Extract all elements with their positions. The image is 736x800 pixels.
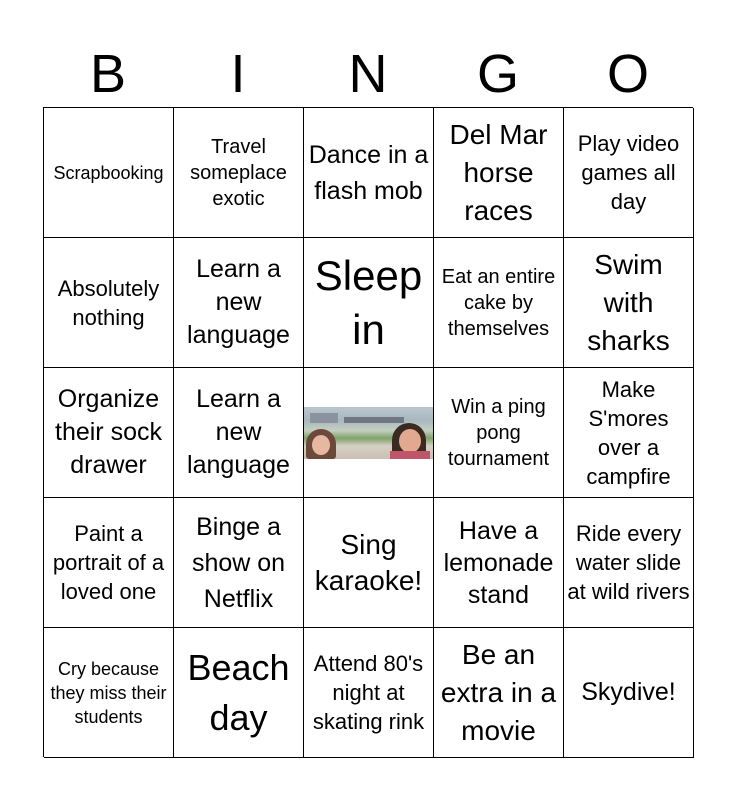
cell-text: Have a lemonade stand [443,516,554,609]
bingo-cell[interactable] [44,108,174,238]
bingo-cell[interactable] [174,368,304,498]
header-letter-o: O [606,44,649,104]
bingo-cell[interactable] [44,498,174,628]
cell-text: Be an extra in a movie [440,638,557,746]
bingo-cell[interactable] [564,498,694,628]
bingo-board [43,107,693,757]
cell-text: Learn a new language [187,385,290,479]
cell-text: Play video games all day [577,131,680,214]
cell-text: Scrapbooking [53,162,164,183]
photo-building [310,413,338,423]
bingo-cell[interactable] [564,108,694,238]
cell-text: Sing karaoke! [314,528,423,596]
cell-text: Dance in a flash mob [308,140,429,205]
cell-text: Del Mar horse races [449,118,548,226]
cell-text: Binge a show on Netflix [191,512,286,613]
cell-text: Sleep in [314,251,423,353]
bingo-cell[interactable] [304,238,434,368]
free-space-photo [304,407,433,459]
bingo-cell[interactable] [434,498,564,628]
bingo-cell[interactable] [564,238,694,368]
cell-text: Cry because they miss their students [50,658,167,727]
cell-text: Paint a portrait of a loved one [52,521,165,604]
header-letter-n: N [348,44,388,104]
bingo-cell[interactable] [304,498,434,628]
cell-text: Make S'mores over a campfire [586,376,671,489]
cell-text: Beach day [187,646,290,738]
cell-text: Organize their sock drawer [55,385,162,479]
free-space-photo-cell[interactable] [304,368,434,498]
bingo-cell[interactable] [434,108,564,238]
header-letter-i: I [230,44,246,104]
bingo-cell[interactable] [174,238,304,368]
cell-text: Skydive! [581,678,676,706]
cell-text: Absolutely nothing [57,275,160,330]
bingo-cell[interactable] [304,108,434,238]
cell-text: Swim with sharks [587,248,670,356]
bingo-cell[interactable] [304,628,434,758]
photo-cars [344,417,404,423]
header-letter-g: G [476,44,519,104]
bingo-cell[interactable] [434,368,564,498]
bingo-cell[interactable] [564,628,694,758]
cell-text: Learn a new language [187,255,290,349]
cell-text: Attend 80's night at skating rink [312,651,425,734]
header-letter-b: B [89,44,127,104]
cell-text: Eat an entire cake by themselves [441,265,556,340]
bingo-cell[interactable] [434,628,564,758]
bingo-header [43,40,693,108]
bingo-cell[interactable] [44,368,174,498]
bingo-cell[interactable] [174,108,304,238]
bingo-cell[interactable] [434,238,564,368]
bingo-cell[interactable] [174,628,304,758]
bingo-cell[interactable] [44,238,174,368]
cell-text: Win a ping pong tournament [447,395,550,470]
bingo-cell[interactable] [174,498,304,628]
photo-shirt-right [390,451,430,459]
cell-text: Travel someplace exotic [190,135,287,210]
bingo-cell[interactable] [564,368,694,498]
bingo-cell[interactable] [44,628,174,758]
cell-text: Ride every water slide at wild rivers [567,521,690,604]
photo-face-right [399,429,421,453]
photo-face-left [312,435,330,455]
